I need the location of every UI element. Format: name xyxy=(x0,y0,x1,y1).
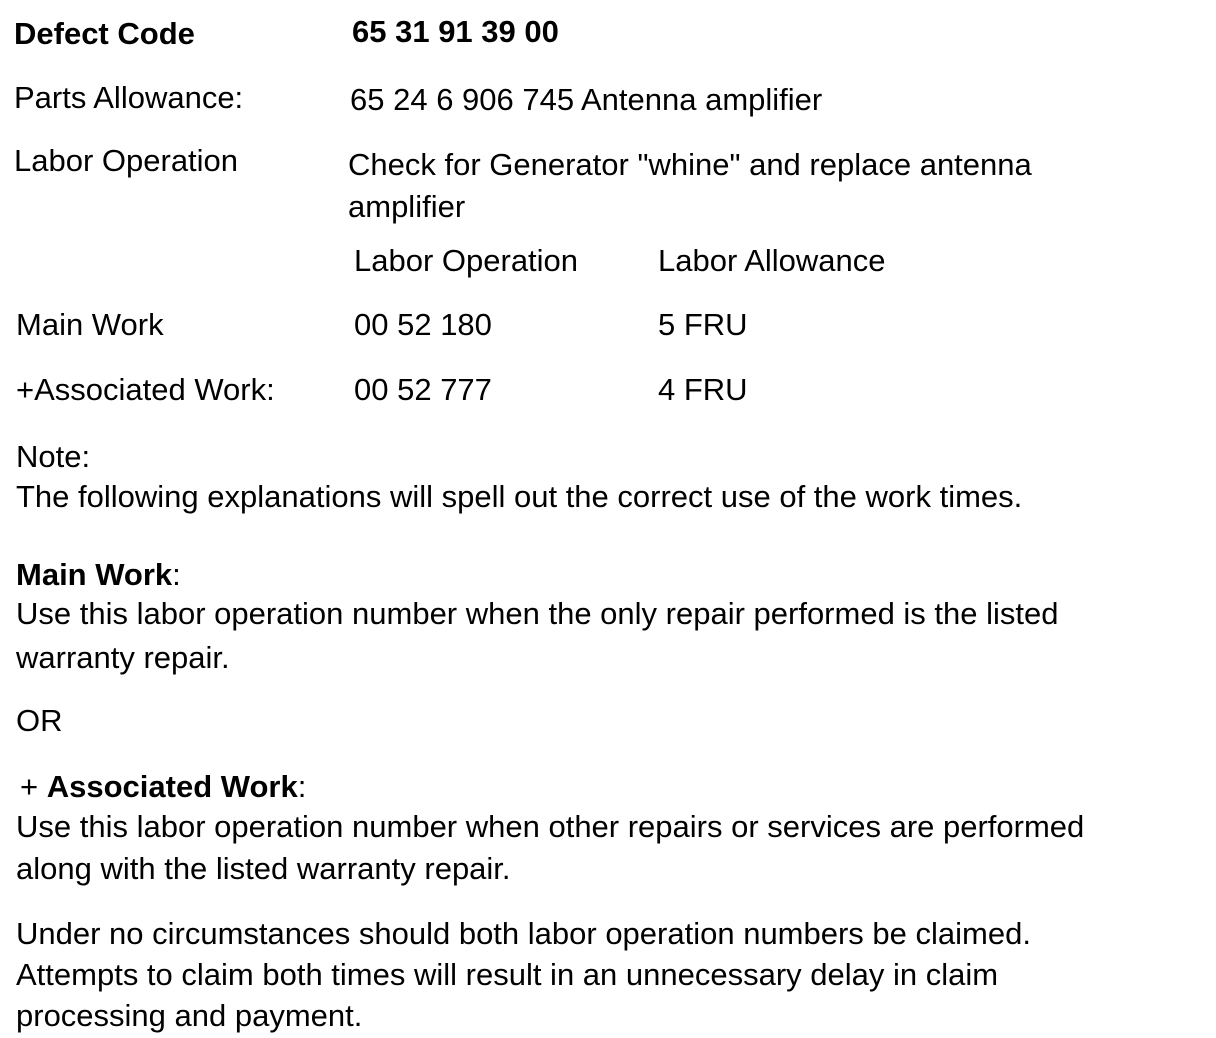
main-work-heading xyxy=(16,555,181,595)
defect-code-value: 65 31 91 39 00 xyxy=(352,14,559,49)
closing-line-3: processing and payment. xyxy=(16,998,363,1033)
table-row-allowance: 4 FRU xyxy=(658,372,748,407)
table-row-allowance: 5 FRU xyxy=(658,307,748,342)
note-text: The following explanations will spell out the correct use of the work times. xyxy=(16,479,1023,514)
labor-operation-line-2: amplifier xyxy=(348,189,466,224)
main-work-title: Main Work xyxy=(16,557,173,592)
associated-work-prefix: + xyxy=(20,769,39,804)
associated-work-colon: : xyxy=(297,769,307,804)
table-row-label: Main Work xyxy=(16,307,164,342)
closing-line-2: Attempts to claim both times will result in an unnecessary delay in claim xyxy=(16,957,999,992)
table-row-label: +Associated Work: xyxy=(16,372,275,407)
main-work-line-2: warranty repair. xyxy=(16,640,230,675)
table-header-allowance: Labor Allowance xyxy=(658,243,886,278)
closing-line-1: Under no circumstances should both labor operation numbers be claimed. xyxy=(16,916,1031,951)
associated-work-line-1: Use this labor operation number when other repairs or services are performed xyxy=(16,809,1085,844)
associated-work-line-2: along with the listed warranty repair. xyxy=(16,851,511,886)
associated-work-heading xyxy=(20,767,306,807)
main-work-colon: : xyxy=(172,557,181,592)
main-work-line-1: Use this labor operation number when the only repair performed is the listed xyxy=(16,596,1059,631)
table-row-operation: 00 52 777 xyxy=(354,372,492,407)
parts-allowance-value: 65 24 6 906 745 Antenna amplifier xyxy=(350,82,823,117)
labor-operation-label: Labor Operation xyxy=(14,143,239,178)
associated-work-title: Associated Work xyxy=(46,769,298,804)
note-label: Note: xyxy=(16,439,91,474)
labor-operation-line-1: Check for Generator "whine" and replace antenna xyxy=(348,147,1032,182)
defect-code-label: Defect Code xyxy=(14,16,195,51)
or-separator: OR xyxy=(16,703,63,738)
table-row-operation: 00 52 180 xyxy=(354,307,492,342)
parts-allowance-label: Parts Allowance: xyxy=(14,80,244,115)
table-header-operation: Labor Operation xyxy=(354,243,579,278)
